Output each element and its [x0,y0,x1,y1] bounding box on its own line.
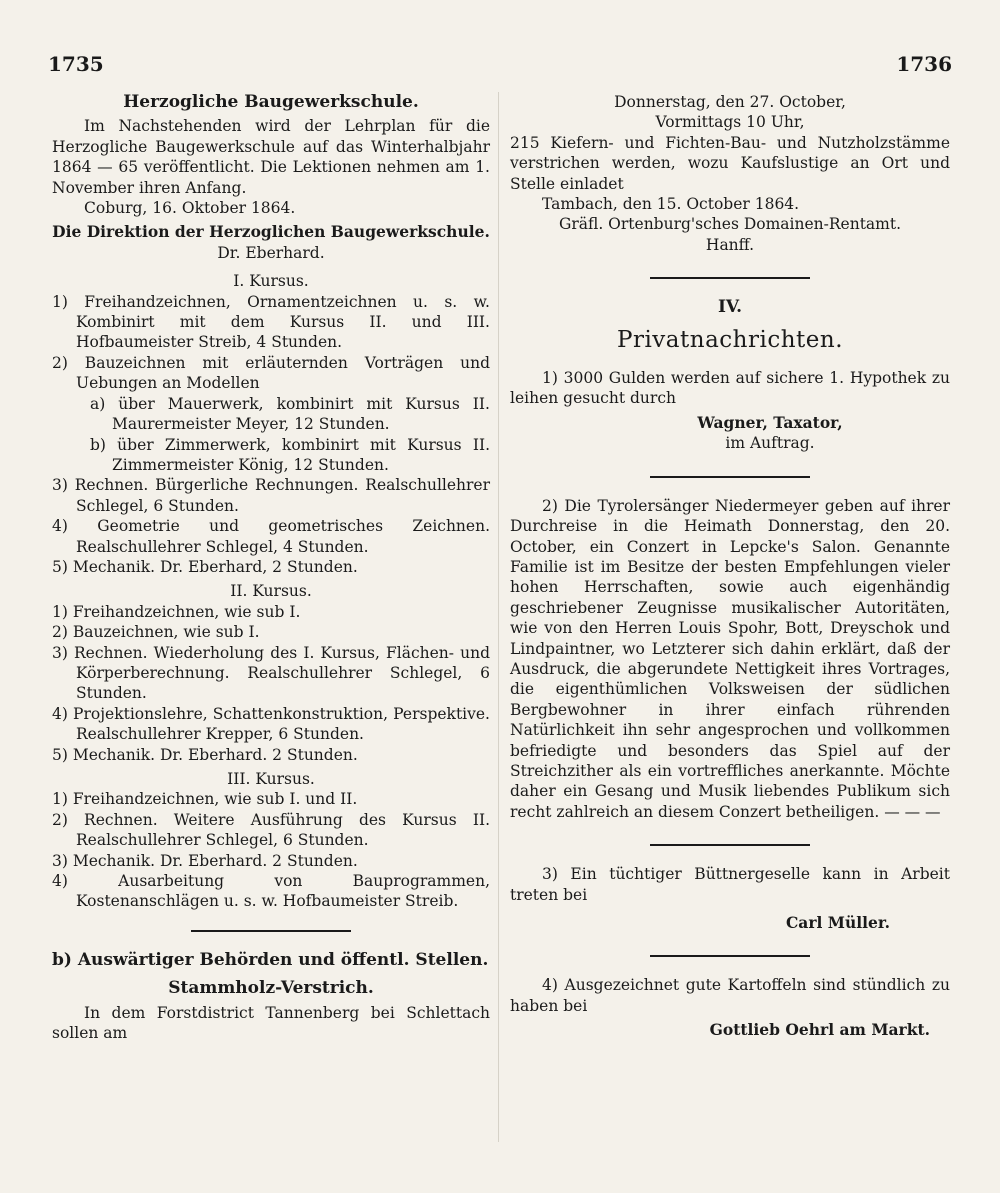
kurs1-item: 3) Rechnen. Bürgerliche Rechnungen. Realschullehrer Schlegel, 6 Stunden. [52,476,490,515]
section-b-title: b) Auswärtiger Behörden und öffentl. Stellen. [52,949,489,970]
stammholz-date: Donnerstag, den 27. October, [614,93,846,111]
kurs1-title: I. Kursus. [233,272,309,291]
section-rule [191,930,351,932]
ad4-name: Gottlieb Oehrl am Markt. [709,1020,930,1040]
stammholz-place: Tambach, den 15. October 1864. [542,195,800,214]
page-number-left: 1735 [48,52,104,76]
section-rule [650,277,810,279]
kurs2-title: II. Kursus. [230,582,312,601]
ad1-sub: im Auftrag. [725,434,815,453]
left-column [52,92,490,1043]
stammholz-authority: Gräfl. Ortenburg'sches Domainen-Rentamt. [558,215,902,234]
stammholz-body: 215 Kiefern- und Fichten-Bau- und Nutzholzstämme verstrichen werden, wozu Kaufslustige an Ort und Stelle einladet [510,133,950,193]
kurs1-item: 4) Geometrie und geometrisches Zeichnen. Realschullehrer Schlegel, 4 Stunden. [52,517,490,556]
ad2-text: 2) Die Tyrolersänger Niedermeyer geben auf ihrer Durchreise in die Heimath Donnerstag, den 20. October, ein Conzert in Lepcke's Salon. Genannte Familie ist im Besitze der besten Empfehlungen vieler hohen Herrschaften, sowie auch eigenhändig geschriebener Zeugnisse musikalischer Autoritäten, wie von den Herren Louis Spohr, Bott, Dreyschok und Lindpaintner, wo Letzterer sich dahin erklärt, daß der Ausdruck, die abgerundete Nettigkeit ihres Vortrages, die eigenthümlichen Volksweisen der südlichen Bergbewohner in ihrer einfach rührenden Natürlichkeit ihn sehr angesprochen und vollkommen befriedigte und besonders das Spiel auf der Streichzither als ein vortreffliches anerkannte. Möchte daher ein Gesang und Musik liebendes Publikum sich recht zahlreich an diesem Conzert betheiligen. — — — [510,496,950,821]
stammholz-text: In dem Forstdistrict Tannenberg bei Schlettach sollen am [52,1003,490,1043]
page-number-right: 1736 [896,52,952,76]
notice-authority: Die Direktion der Herzoglichen Baugewerkschule. [52,222,490,242]
kurs2-item: 4) Projektionslehre, Schattenkonstruktion, Perspektive. Realschullehrer Krepper, 6 Stunden. [52,704,490,744]
kurs2-item: 5) Mechanik. Dr. Eberhard. 2 Stunden. [52,745,358,764]
kurs3-item: 2) Rechnen. Weitere Ausführung des Kursus II. Realschullehrer Schlegel, 6 Stunden. [52,810,490,850]
ad3-text: 3) Ein tüchtiger Büttnergeselle kann in Arbeit treten bei [510,865,950,904]
section-rule [650,955,810,957]
stammholz-time: Vormittags 10 Uhr, [655,113,805,132]
kurs2-item: 3) Rechnen. Wiederholung des I. Kursus, Flächen- und Körperberechnung. Realschullehrer Schlegel, 6 Stunden. [52,643,490,703]
notice-signatory: Dr. Eberhard. [217,243,325,262]
kurs3-item: 3) Mechanik. Dr. Eberhard. 2 Stunden. [52,851,358,870]
column-divider [498,92,499,1142]
notice-heading: Herzogliche Baugewerkschule. [123,92,419,112]
stammholz-heading: Stammholz-Verstrich. [168,978,374,999]
section-iv-title: Privatnachrichten. [616,326,844,353]
ad4-text: 4) Ausgezeichnet gute Kartoffeln sind stündlich zu haben bei [510,976,950,1015]
kurs1-item: 1) Freihandzeichnen, Ornamentzeichnen u. s. w. Kombinirt mit dem Kursus II. und III. Hofbaumeister Streib, 4 Stunden. [52,292,490,352]
kurs1-subitem: b) über Zimmerwerk, kombinirt mit Kursus II. Zimmermeister König, 12 Stunden. [90,435,490,474]
kurs3-item: 4) Ausarbeitung von Bauprogrammen, Kostenanschlägen u. s. w. Hofbaumeister Streib. [52,872,490,911]
section-iv-number: IV. [717,297,743,318]
ad3-name: Carl Müller. [785,913,890,932]
notice-place-date: Coburg, 16. Oktober 1864. [84,199,296,218]
kurs3-item: 1) Freihandzeichnen, wie sub I. und II. [52,790,358,809]
kurs2-item: 2) Bauzeichnen, wie sub I. [52,623,260,642]
kurs1-item: 5) Mechanik. Dr. Eberhard, 2 Stunden. [52,557,358,576]
kurs2-item: 1) Freihandzeichnen, wie sub I. [52,602,301,621]
right-column [510,92,950,1041]
kurs1-item: 2) Bauzeichnen mit erläuternden Vorträgen und Uebungen an Modellen [52,353,490,393]
section-rule [650,476,810,478]
ad1-text: 1) 3000 Gulden werden auf sichere 1. Hypothek zu leihen gesucht durch [510,369,950,408]
stammholz-signatory: Hanff. [705,235,755,254]
section-rule [650,844,810,846]
kurs3-title: III. Kursus. [227,770,315,788]
ad1-name: Wagner, Taxator, [697,412,843,432]
notice-intro: Im Nachstehenden wird der Lehrplan für die Herzogliche Baugewerkschule auf das Winterhalbjahr 1864 — 65 veröffentlicht. Die Lektionen nehmen am 1. November ihren Anfang. [52,117,490,197]
kurs1-subitem: a) über Mauerwerk, kombinirt mit Kursus II. Maurermeister Meyer, 12 Stunden. [90,394,490,434]
